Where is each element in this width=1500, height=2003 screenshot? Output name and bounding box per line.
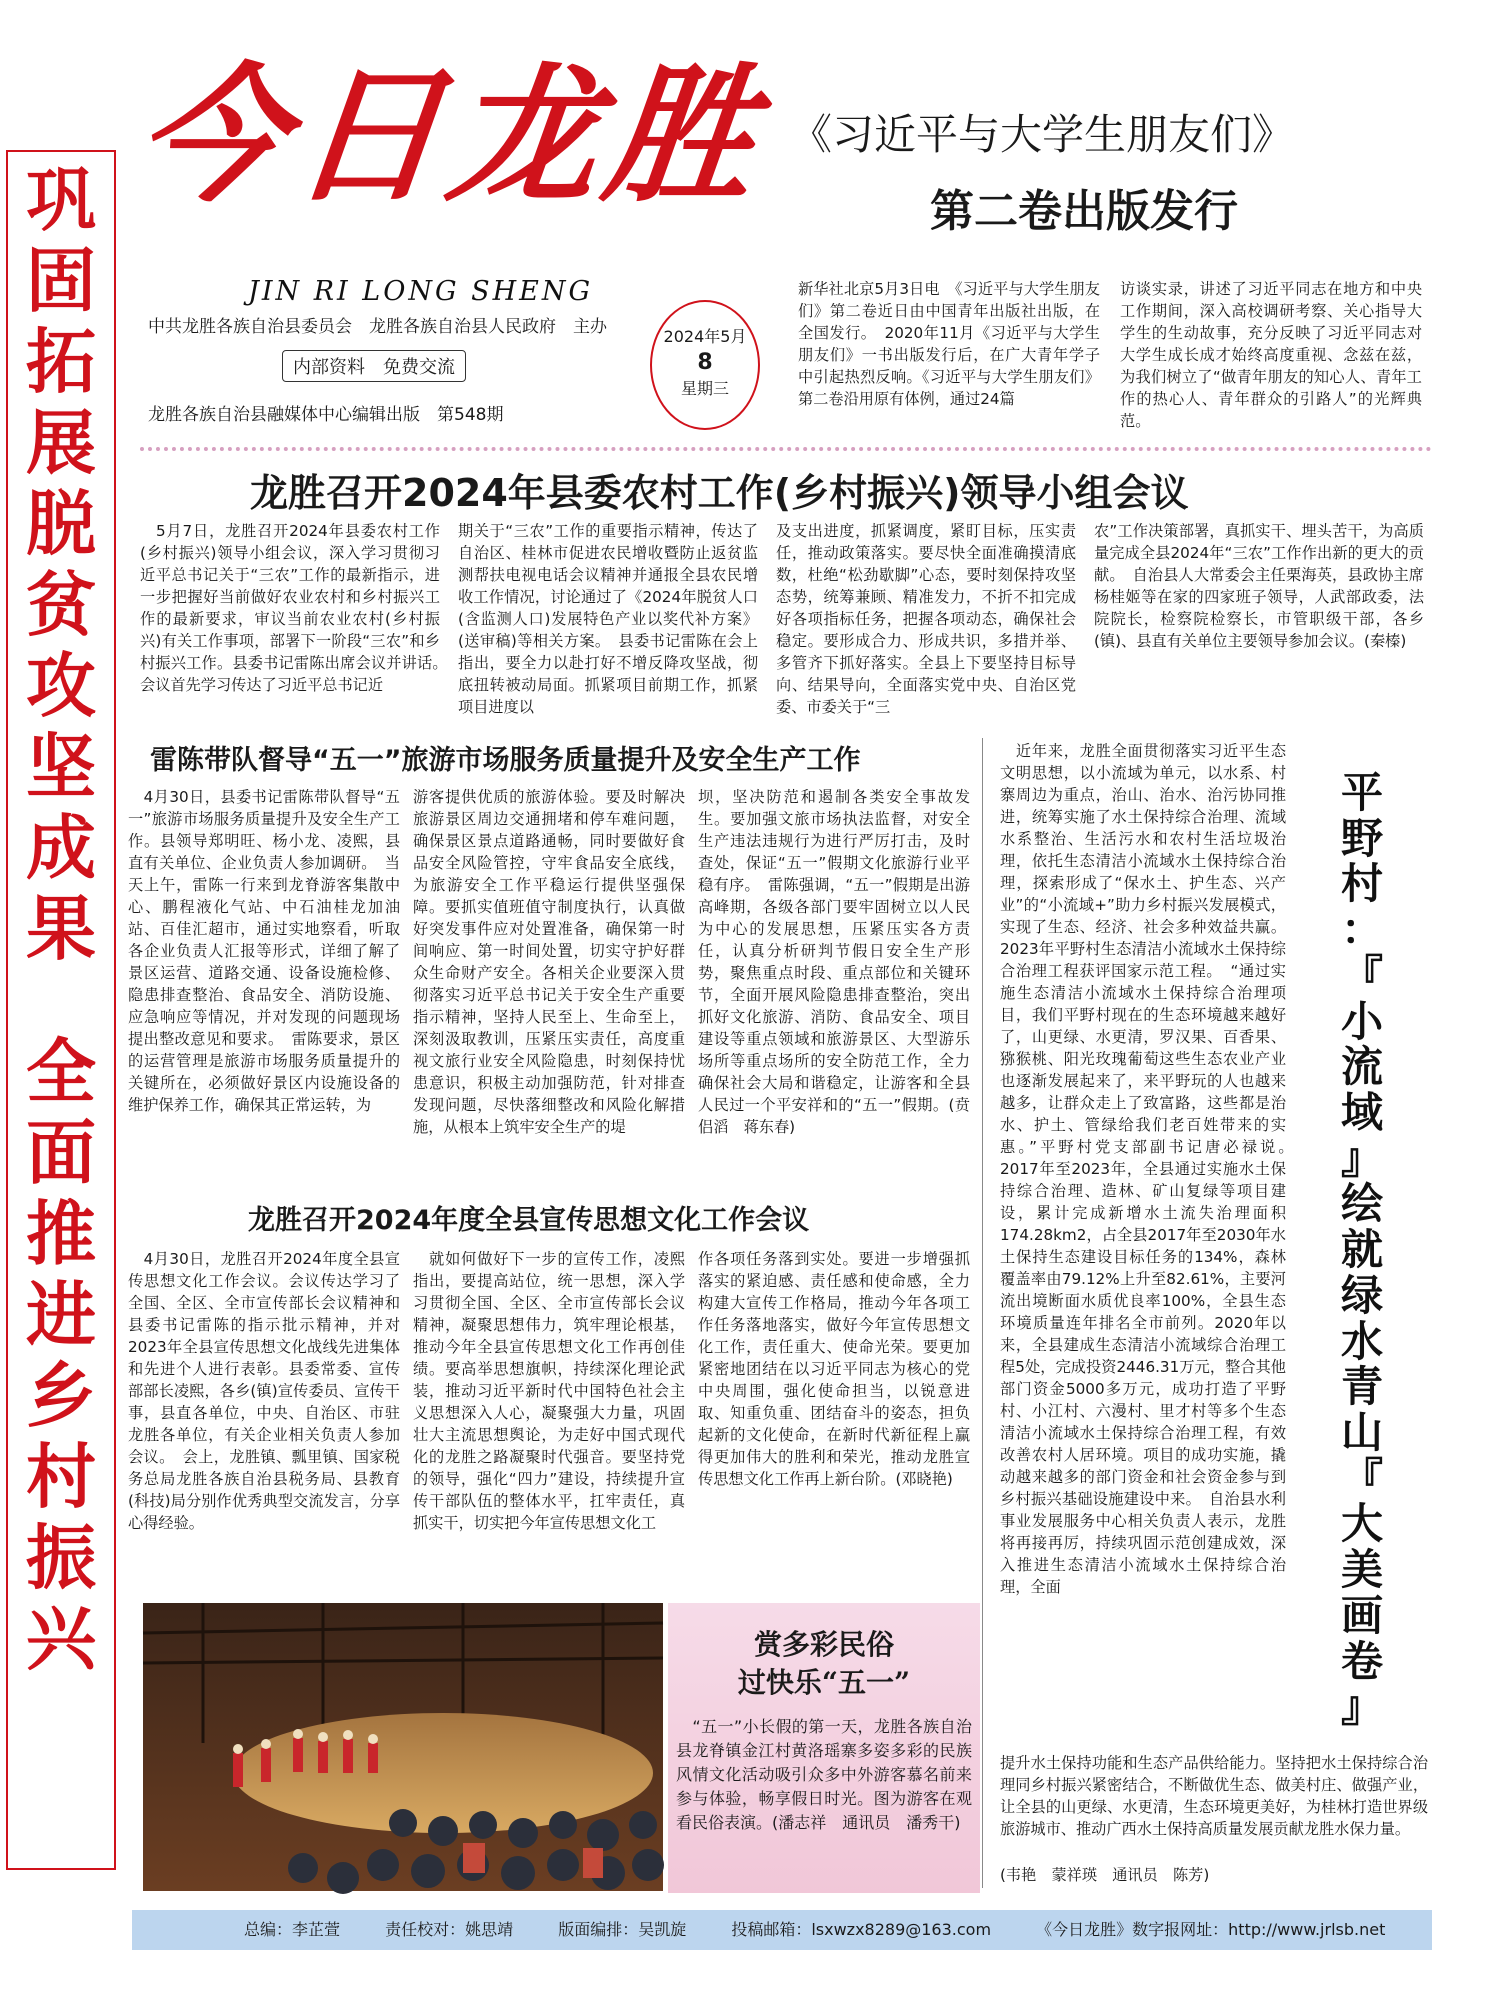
slogan-char: 振 [26, 1517, 96, 1599]
slogan-char: 贫 [26, 564, 96, 646]
vtitle-char: 小 [1340, 996, 1384, 1046]
slogan-char: 巩 [26, 159, 96, 241]
sponsor-line: 中共龙胜各族自治县委员会 龙胜各族自治县人民政府 主办 [148, 317, 607, 337]
vtitle-char: 水 [1340, 1316, 1384, 1366]
photo-caption-box [668, 1603, 980, 1893]
vtitle-char: 『 [1340, 1453, 1384, 1503]
slogan-char: 果 [26, 888, 96, 970]
top-article-title-1: 《习近平与大学生朋友们》 [790, 110, 1295, 159]
slogan-char: 展 [26, 402, 96, 484]
photo-box-title-1: 赏多彩民俗 [753, 1628, 894, 1661]
newspaper-pinyin: JIN RI LONG SHENG [248, 276, 594, 307]
slogan-char: 面 [26, 1112, 96, 1194]
date-year-month: 2024年5月 [663, 327, 747, 346]
article4-byline: (韦艳 蒙祥瑛 通讯员 陈芳) [1000, 1866, 1210, 1884]
slogan-char: 全 [26, 1031, 96, 1113]
photo-illustration [143, 1603, 663, 1891]
slogan-char: 村 [26, 1436, 96, 1518]
vtitle-char: 』 [1340, 1133, 1384, 1183]
slogan-char: 坚 [26, 726, 96, 808]
article4-vertical-title [1330, 770, 1410, 1730]
vtitle-char: 流 [1340, 1042, 1384, 1092]
vtitle-char: 就 [1340, 1225, 1384, 1275]
vtitle-char: 卷 [1340, 1636, 1384, 1686]
slogan-char: 固 [26, 240, 96, 322]
slogan-char: 进 [26, 1274, 96, 1356]
slogan-char: 脱 [26, 483, 96, 565]
photo-caption: “五一”小长假的第一天，龙胜各族自治县龙脊镇金江村黄洛瑶寨多姿多彩的民族风情文化活动吸引众多中外游客慕名前来参与体验，畅享假日时光。图为游客在观看民俗表演。(潘志祥 通讯员 潘秀干) [676, 1717, 972, 1832]
slogan-char: 推 [26, 1193, 96, 1275]
editorial-line: 龙胜各族自治县融媒体中心编辑出版 第548期 [148, 405, 504, 425]
slogan-char: 攻 [26, 645, 96, 727]
article1-col-2: 期关于“三农”工作的重要指示精神，传达了自治区、桂林市促进农民增收暨防止返贫监测帮扶电视电话会议精神并通报全县农民增收工作情况，讨论通过了《2024年脱贫人口(含监测人口)发展特色产业以奖代补方案》(送审稿)等相关方案。 县委书记雷陈在会上指出，要全力以赴打好不增反降攻坚战，彻底扭转被动局面。抓紧项目前期工作，抓紧项目进度以 [458, 522, 758, 716]
vtitle-char: 青 [1340, 1362, 1384, 1412]
footer-proof: 责任校对：姚思靖 [385, 1920, 514, 1939]
footer-editor: 总编：李芷萱 [244, 1920, 341, 1939]
vtitle-char: 美 [1340, 1545, 1384, 1595]
photo-box-title-2: 过快乐“五一” [737, 1666, 911, 1699]
article1-col-1: 5月7日，龙胜召开2024年县委农村工作(乡村振兴)领导小组会议，深入学习贯彻习近平总书记关于“三农”工作的最新指示，进一步把握好当前做好农业农村和乡村振兴工作的最新要求，审议当前农业农村(乡村振兴)有关工作事项，部署下一阶段“三农”和乡村振兴工作。县委书记雷陈出席会议并讲话。 会议首先学习传达了习近平总书记近 [140, 522, 456, 694]
article1-col-3: 及支出进度，抓紧调度，紧盯目标，压实责任，推动政策落实。要尽快全面准确摸清底数，杜绝“松劲歇脚”心态，要时刻保持攻坚态势，统筹兼顾、精准发力，不折不扣完成好各项指标任务，把握各项动态，确保社会稳定。要形成合力、形成共识，多措并举、多管齐下抓好落实。全县上下要坚持目标导向、结果导向，全面落实党中央、自治区党委、市委关于“三 [776, 522, 1076, 716]
internal-notice: 内部资料 免费交流 [282, 350, 466, 382]
column-separator [982, 738, 983, 1888]
article3-title: 龙胜召开2024年度全县宣传思想文化工作会议 [248, 1205, 810, 1236]
article4-tail: 提升水土保持功能和生态产品供给能力。坚持把水土保持综合治理同乡村振兴紧密结合，不断做优生态、做美村庄、做强产业，让全县的山更绿、水更清，生态环境更美好，为桂林打造世界级旅游城市、推动广西水土保持高质量发展贡献龙胜水保力量。 [1000, 1754, 1428, 1838]
vtitle-char: 村 [1340, 859, 1384, 909]
article2-col-1: 4月30日，县委书记雷陈带队督导“五一”旅游市场服务质量提升及安全生产工作。县领导郑明旺、杨小龙、凌熙，县直有关单位、企业负责人参加调研。 当天上午，雷陈一行来到龙脊游客集散中心、鹏程液化气站、中石油桂龙加油站、百佳汇超市，通过实地察看，听取各企业负责人汇报等形式，详细了解了景区运营、道路交通、设备设施检修、隐患排查整治、食品安全、消防设施、应急响应等情况，并对发现的问题现场提出整改意见和要求。 雷陈要求，景区的运营管理是旅游市场服务质量提升的关键所在，必须做好景区内设施设备的维护保养工作，确保其正常运转，为 [128, 788, 400, 1114]
article2-col-2: 游客提供优质的旅游体验。要及时解决旅游景区周边交通拥堵和停车难问题，确保景区景点道路通畅，同时要做好食品安全风险管控，守牢食品安全底线，为旅游安全工作平稳运行提供坚强保障。要抓实值班值守制度执行，认真做好突发事件应对处置准备，确保第一时间响应、第一时间处置，切实守护好群众生命财产安全。各相关企业要深入贯彻落实习近平总书记关于安全生产重要指示精神，坚持人民至上、生命至上，深刻汲取教训，压紧压实责任，高度重视文旅行业安全风险隐患，时刻保持忧患意识，积极主动加强防范，针对排查发现问题，尽快落细整改和风险化解措施，从根本上筑牢安全生产的堤 [413, 788, 685, 1136]
footer-layout: 版面编排：吴凯旋 [558, 1920, 687, 1939]
vtitle-char: 山 [1340, 1408, 1384, 1457]
vtitle-char: 域 [1340, 1088, 1384, 1137]
slogan-char: 拓 [26, 321, 96, 403]
footer-email[interactable]: 投稿邮箱：lsxwzx8289@163.com [731, 1920, 992, 1939]
article2-col-3: 坝，坚决防范和遏制各类安全事故发生。要加强文旅市场执法监督，对安全生产违法违规行为进行严厉打击，及时查处，保证“五一”假期文化旅游行业平稳有序。 雷陈强调，“五一”假期是出游高峰期，各级各部门要牢固树立以人民为中心的发展思想，压紧压实各方责任，认真分析研判节假日安全生产形势，聚焦重点时段、重点部位和关键环节，全面开展风险隐患排查整治，突出抓好文化旅游、消防、食品安全、项目建设等重点领域和旅游景区、大型游乐场所等重点场所的安全防范工作，全力确保社会大局和谐稳定，让游客和全县人民过一个平安祥和的“五一”假期。(贲侣滔 蒋东春) [698, 788, 970, 1136]
divider [140, 447, 1432, 451]
date-weekday: 星期三 [680, 379, 729, 398]
vtitle-char: 大 [1340, 1499, 1384, 1549]
top-article-col-2: 访谈实录，讲述了习近平同志在地方和中央工作期间，深入高校调研考察、关心指导大学生的生动故事，充分反映了习近平同志对大学生成长成才始终高度重视、念兹在兹，为我们树立了“做青年朋友的知心人、青年工作的热心人、青年群众的引路人”的光辉典范。 [1120, 280, 1422, 430]
vtitle-char: 画 [1340, 1590, 1384, 1640]
left-slogan-banner [6, 150, 116, 1870]
slogan-char: 兴 [26, 1598, 96, 1680]
slogan-char: 乡 [26, 1355, 96, 1437]
vtitle-char: 绘 [1340, 1179, 1384, 1229]
date-day: 8 [697, 350, 713, 375]
article2-title: 雷陈带队督导“五一”旅游市场服务质量提升及安全生产工作 [150, 745, 861, 776]
vtitle-char: 『 [1340, 950, 1384, 1000]
vtitle-char: 平 [1340, 768, 1384, 817]
article1-col-4: 农”工作决策部署，真抓实干、埋头苦干，为高质量完成全县2024年“三农”工作作出新的更大的贡献。 自治县人大常委会主任栗海英，县政协主席杨桂姬等在家的四家班子领导，人武部政委，法院院长，检察院检察长，市管职级干部，各乡(镇)、县直有关单位主要领导参加会议。(秦榛) [1094, 522, 1424, 650]
article3-col-2: 就如何做好下一步的宣传工作，凌熙指出，要提高站位，统一思想，深入学习贯彻全国、全区、全市宣传部长会议精神，凝聚思想伟力，筑牢理论根基，推动今年全县宣传思想文化工作再创佳绩。要高举思想旗帜，持续深化理论武装，推动习近平新时代中国特色社会主义思想深入人心，凝聚强大力量，巩固壮大主流思想舆论，为走好中国式现代化的龙胜之路凝聚时代强音。要坚持党的领导，强化“四力”建设，持续提升宣传干部队伍的整体水平，扛牢责任，真抓实干，切实把今年宣传思想文化工 [413, 1250, 685, 1532]
footer-website[interactable]: 《今日龙胜》数字报网址：http://www.jrlsb.net [1036, 1920, 1386, 1939]
article4-body: 近年来，龙胜全面贯彻落实习近平生态文明思想，以小流域为单元，以水系、村寨周边为重点，治山、治水、治污协同推进，统筹实施了水土保持综合治理、流域水系整治、生活污水和农村生活垃圾治理，依托生态清洁小流域水土保持综合治理，探索形成了“保水土、护生态、兴产业”的“小流域+”助力乡村振兴发展模式，实现了生态、经济、社会多种效益共赢。2023年平野村生态清洁小流域水土保持综合治理工程获评国家示范工程。 “通过实施生态清洁小流域水土保持综合治理项目，我们平野村现在的生态环境越来越好了，山更绿、水更清，罗汉果、百香果、猕猴桃、阳光玫瑰葡萄这些生态农业产业也逐渐发展起来了，来平野玩的人也越来越多，让群众走上了致富路，这些都是治水、护土、管绿给我们老百姓带来的实惠。”平野村党支部副书记唐必禄说。 2017年至2023年，全县通过实施水土保持综合治理、造林、矿山复绿等项目建设，累计完成新增水土流失治理面积174.28km2，占全县2017年至2030年水土保持生态建设目标任务的134%，森林覆盖率由79.12%上升至82.61%，主要河流出境断面水质优良率100%，全县生态环境质量连年排名全市前列。2020年以来，全县建成生态清洁小流域综合治理工程5处，完成投资2446.31万元，整合其他部门资金5000多万元，成功打造了平野村、小江村、六漫村、里才村等多个生态清洁小流域水土保持综合治理工程，有效改善农村人居环境。项目的成功实施，撬动越来越多的部门资金和社会资金参与到乡村振兴基础设施建设中来。 自治县水利事业发展服务中心相关负责人表示，龙胜将再接再厉，持续巩固示范创建成效，深入推进生态清洁小流域水土保持综合治理，全面 [1000, 742, 1302, 1596]
masthead-logo [128, 48, 778, 290]
vtitle-char: 』 [1340, 1682, 1384, 1732]
article3-col-3: 作各项任务落到实处。要进一步增强抓落实的紧迫感、责任感和使命感，全力构建大宣传工作格局，推动今年各项工作任务落地落实，做好今年宣传思想文化工作，责任重大、使命光荣。要更加紧密地团结在以习近平同志为核心的党中央周围，强化使命担当，以锐意进取、知重负重、团结奋斗的姿态，担负起新的文化使命，在新时代新征程上赢得更加伟大的胜利和荣光，推动龙胜宣传思想文化工作再上新台阶。(邓晓艳) [698, 1250, 970, 1488]
newspaper-title: 今日龙胜 [128, 48, 772, 222]
slogan-char: 成 [26, 807, 96, 889]
article3-col-1: 4月30日，龙胜召开2024年度全县宣传思想文化工作会议。会议传达学习了全国、全区、全市宣传部长会议精神和县委书记雷陈的指示批示精神，并对2023年全县宣传思想文化战线先进集体和先进个人进行表彰。县委常委、宣传部部长凌熙，各乡(镇)宣传委员、宣传干事，县直各单位，中央、自治区、市驻龙胜各单位，有关企业相关负责人参加会议。 会上，龙胜镇、瓢里镇、国家税务总局龙胜各族自治县税务局、县教育(科技)局分别作优秀典型交流发言，分享心得经验。 [128, 1250, 400, 1532]
footer-bar [132, 1910, 1432, 1950]
article1-title: 龙胜召开2024年县委农村工作(乡村振兴)领导小组会议 [250, 471, 1189, 515]
top-article-title-2: 第二卷出版发行 [930, 186, 1238, 237]
vtitle-char: 绿 [1340, 1270, 1384, 1320]
top-article-col-1: 新华社北京5月3日电 《习近平与大学生朋友们》第二卷近日由中国青年出版社出版，在全国发行。 2020年11月《习近平与大学生朋友们》一书出版发行后，在广大青年学子中引起热烈反响。《习近平与大学生朋友们》第二卷沿用原有体例，通过24篇 [798, 280, 1100, 408]
vtitle-char: 野 [1340, 813, 1384, 863]
vtitle-char: ： [1340, 905, 1384, 955]
date-badge [650, 300, 760, 430]
folk-performance-photo [143, 1603, 663, 1891]
